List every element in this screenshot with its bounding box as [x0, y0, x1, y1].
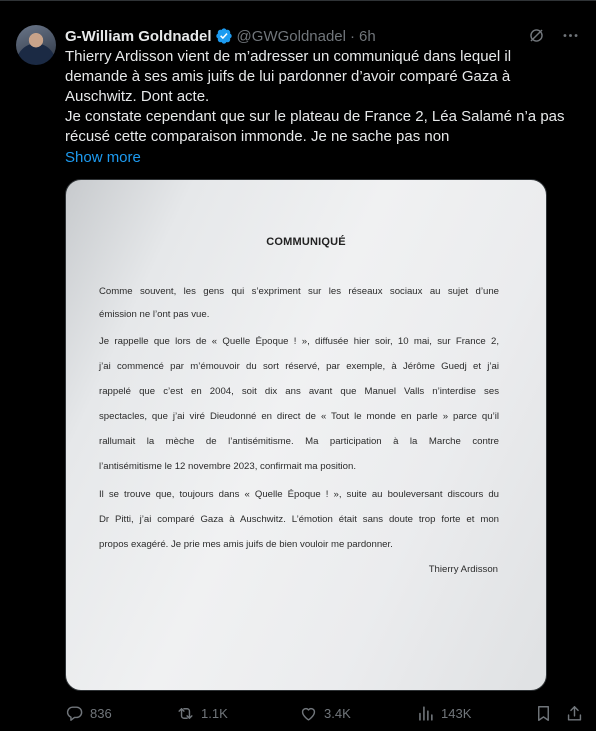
tweet-text-line: demande à ses amis juifs de lui pardonner d’avoir comparé Gaza à [65, 68, 511, 85]
views-button[interactable] [416, 704, 471, 723]
timestamp[interactable]: 6h [359, 27, 376, 45]
show-more-link[interactable]: Show more [65, 149, 141, 166]
reply-icon [65, 704, 84, 723]
document-line: l’antisémitisme le 12 novembre 2023, confirmait ma position. [99, 461, 357, 472]
repost-count: 1.1K [201, 705, 228, 721]
tweet-text-line: récusé cette comparaison immonde. Je ne sache pas non [65, 128, 450, 145]
reply-button[interactable] [65, 704, 112, 723]
tweet-text-line: Je constate cependant que sur le plateau de France 2, Léa Salamé n’a pas [65, 108, 565, 125]
document-line: Dr Pitti, j’ai comparé Gaza à Auschwitz. L’émotion était sans doute trop forte et mon [99, 514, 499, 525]
share-icon [565, 704, 584, 723]
document-line: j’ai commencé par m’émouvoir du sort réservé, par exemple, à Jérôme Guedj et j’ai [99, 361, 499, 372]
bookmark-icon [534, 704, 553, 723]
repost-icon [176, 704, 195, 723]
document-line: rappelé que c’est en 2004, soit dix ans avant que Manuel Valls n’interdise ses [99, 386, 499, 397]
document-line: Comme souvent, les gens qui s’expriment sur les réseaux sociaux au sujet d’une [99, 286, 499, 297]
top-actions [526, 25, 580, 45]
document-title: COMMUNIQUÉ [266, 236, 346, 248]
separator: · [350, 27, 355, 45]
author-handle[interactable]: @GWGoldnadel [236, 27, 346, 45]
views-chart-icon [416, 704, 435, 723]
avatar[interactable] [16, 25, 56, 65]
action-bar [65, 701, 585, 725]
document-line: émission ne l’ont pas vue. [99, 309, 210, 320]
document-line: Il se trouve que, toujours dans « Quelle Époque ! », suite au bouleversant discours du [99, 489, 499, 500]
bookmark-button[interactable] [534, 704, 559, 723]
document-line: spectacles, que j’ai viré Dieudonné en direct de « Tout le monde en parle » parce qu’il [99, 411, 499, 422]
document-line: Je rappelle que lors de « Quelle Époque ! », diffusée hier soir, 10 mai, sur France 2, [99, 336, 499, 347]
like-count: 3.4K [324, 705, 351, 721]
views-count: 143K [441, 705, 472, 721]
document-line: propos exagéré. Je prie mes amis juifs de bien vouloir me pardonner. [99, 539, 393, 550]
reply-count: 836 [90, 705, 112, 721]
repost-button[interactable] [176, 704, 228, 723]
grok-icon[interactable] [526, 25, 546, 45]
share-button[interactable] [565, 704, 590, 723]
like-button[interactable] [299, 704, 351, 723]
heart-icon [299, 704, 318, 723]
tweet-text-line: Thierry Ardisson vient de m’adresser un communiqué dans lequel il [65, 48, 512, 65]
tweet-text-line: Auschwitz. Dont acte. [65, 88, 210, 105]
more-icon[interactable] [560, 25, 580, 45]
document-photo [66, 180, 546, 690]
tweet-text [65, 47, 575, 168]
tweet-header [65, 25, 376, 47]
media-image[interactable] [65, 179, 547, 691]
author-name[interactable]: G-William Goldnadel [65, 27, 212, 45]
document-signature: Thierry Ardisson [428, 564, 498, 575]
verified-badge-icon [215, 27, 233, 45]
document-line: rallumait la mèche de l’antisémitisme. Ma participation à la Marche contre [99, 436, 499, 447]
